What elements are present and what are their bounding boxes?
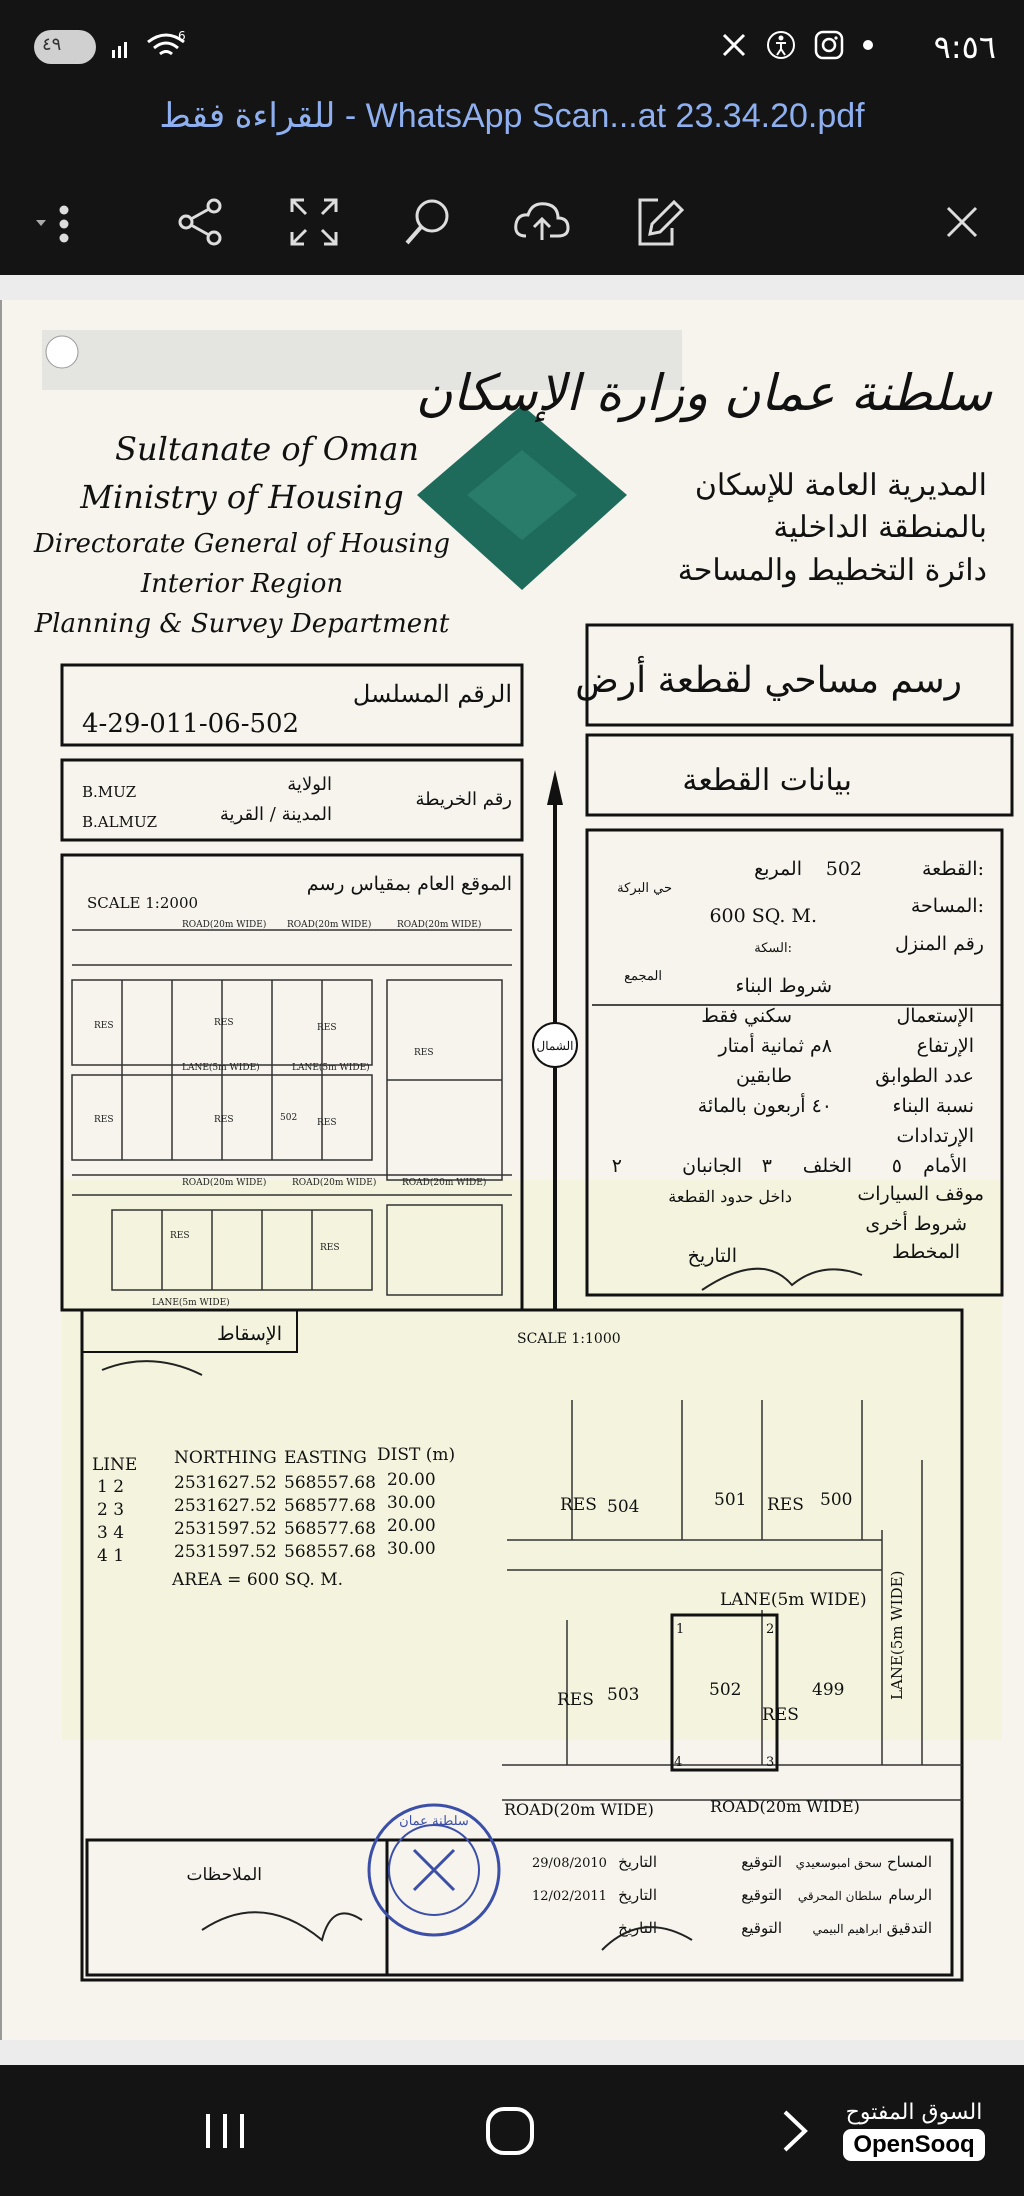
accessibility-icon bbox=[766, 30, 796, 60]
sides-value: ٢ bbox=[611, 1155, 622, 1177]
parking-label: موقف السيارات bbox=[857, 1183, 984, 1205]
area-value: 600 SQ. M. bbox=[709, 905, 817, 927]
draftsman-signature-label: التوقيع bbox=[741, 1886, 782, 1904]
loc-road-5: ROAD(20m WIDE) bbox=[292, 1178, 377, 1188]
wifi-icon bbox=[144, 30, 188, 64]
det-lane-h: LANE(5m WIDE) bbox=[720, 1590, 867, 1610]
home-icon bbox=[482, 2103, 538, 2159]
search-button[interactable] bbox=[396, 190, 460, 254]
front-value: ٥ bbox=[891, 1155, 902, 1177]
battery-level: ٤٩ bbox=[42, 34, 62, 55]
draftsman-date: 12/02/2011 bbox=[532, 1889, 607, 1904]
loc-res-3: RES bbox=[317, 1023, 337, 1033]
plot-value: 502 bbox=[825, 858, 862, 880]
coord-northing: 2531627.52 bbox=[174, 1473, 277, 1493]
serial-value: 4-29-011-06-502 bbox=[82, 709, 300, 739]
coord-line: 1 2 bbox=[97, 1477, 125, 1497]
back-button[interactable] bbox=[760, 2096, 830, 2166]
other-label: شروط أخرى bbox=[865, 1213, 967, 1235]
coord-line: 2 3 bbox=[97, 1500, 125, 1520]
det-res-504: RES bbox=[560, 1495, 597, 1515]
wilayat-label: الولاية bbox=[287, 774, 332, 795]
loc-lane-1: LANE(5m WIDE) bbox=[182, 1063, 260, 1073]
brand-en: OpenSooq bbox=[843, 2129, 984, 2161]
loc-lane-3: LANE(5m WIDE) bbox=[152, 1298, 230, 1308]
loc-res-2: RES bbox=[214, 1018, 234, 1028]
checker-signature-label: التوقيع bbox=[741, 1919, 782, 1937]
ratio-value: ٤٠ أربعون بالمائة bbox=[697, 1095, 832, 1117]
chevron-right-icon bbox=[775, 2106, 815, 2156]
official-stamp-icon bbox=[369, 1805, 499, 1935]
complex-label: المجمع bbox=[624, 969, 662, 984]
cloud-upload-icon bbox=[512, 194, 572, 250]
scale-general: SCALE 1:2000 bbox=[87, 894, 199, 912]
stamp-text: سلطنة عمان bbox=[399, 1814, 469, 1829]
coord-dist: 30.00 bbox=[387, 1493, 436, 1513]
recents-icon bbox=[200, 2106, 250, 2156]
north-label: الشمال bbox=[536, 1039, 574, 1053]
header-en-line-3: Directorate General of Housing bbox=[33, 529, 451, 559]
serial-label: الرقم المسلسل bbox=[352, 680, 512, 708]
coord-dist: 30.00 bbox=[387, 1539, 436, 1559]
checker-label: التدقيق bbox=[886, 1919, 932, 1937]
status-left bbox=[34, 30, 188, 64]
loc-lane-2: LANE(5m WIDE) bbox=[292, 1063, 370, 1073]
city-label: المدينة / القرية bbox=[219, 804, 332, 825]
svg-text:500: 500 bbox=[820, 1490, 853, 1510]
det-road-1: ROAD(20m WIDE) bbox=[504, 1800, 654, 1819]
draftsman-label: الرسام bbox=[888, 1886, 932, 1904]
loc-road-1: ROAD(20m WIDE) bbox=[182, 920, 267, 930]
wilayat-value: B.MUZ bbox=[82, 783, 137, 801]
header-en-line-4: Interior Region bbox=[140, 569, 344, 599]
ratio-label: نسبة البناء bbox=[892, 1095, 974, 1117]
header-calligraphy: سلطنة عمان وزارة الإسكان bbox=[415, 364, 992, 422]
navigation-bar bbox=[0, 2066, 1024, 2196]
signal-icon bbox=[110, 34, 130, 60]
viewer-toolbar bbox=[0, 170, 1024, 270]
surveyor-signature-label: التوقيع bbox=[741, 1853, 782, 1871]
det-res-500: RES bbox=[767, 1495, 804, 1515]
use-value: سكني فقط bbox=[701, 1005, 792, 1027]
area-label: المساحة: bbox=[910, 895, 984, 917]
close-icon bbox=[942, 202, 982, 242]
edit-icon bbox=[630, 194, 686, 250]
svg-text:4: 4 bbox=[674, 1755, 683, 1770]
plot-label: القطعة: bbox=[921, 858, 984, 880]
house-no-label: رقم المنزل bbox=[894, 933, 984, 955]
cloud-upload-button[interactable] bbox=[510, 190, 574, 254]
notification-dot-icon bbox=[862, 39, 874, 51]
square-label: المربع bbox=[754, 858, 802, 880]
battery-icon bbox=[34, 30, 96, 64]
svg-text:501: 501 bbox=[714, 1490, 747, 1510]
checker-name: ابراهيم البيمي bbox=[812, 1922, 882, 1936]
clock: ٩:٥٦ bbox=[933, 28, 996, 66]
header-ar-line-2: بالمنطقة الداخلية bbox=[773, 510, 987, 545]
floors-value: طابقين bbox=[735, 1065, 792, 1087]
back-value: ٣ bbox=[761, 1155, 772, 1177]
coord-dist: 20.00 bbox=[387, 1516, 436, 1536]
scale-detail: SCALE 1:1000 bbox=[517, 1331, 621, 1347]
home-button[interactable] bbox=[475, 2096, 545, 2166]
svg-text:503: 503 bbox=[607, 1685, 640, 1705]
status-right bbox=[720, 30, 874, 60]
svg-text:1: 1 bbox=[676, 1622, 685, 1637]
x-icon bbox=[720, 31, 748, 59]
checker-date-label: التاريخ bbox=[618, 1919, 657, 1937]
loc-res-4: RES bbox=[94, 1115, 114, 1125]
surveyor-label: المساح bbox=[886, 1853, 932, 1871]
more-icon bbox=[28, 190, 92, 254]
wifi-badge: 6 bbox=[178, 30, 186, 43]
coord-header-easting: EASTING bbox=[284, 1448, 367, 1468]
surveyor-name: سحق امبوسعيدي bbox=[795, 1856, 882, 1870]
plan-label: المخطط bbox=[892, 1241, 960, 1263]
title-ar: رسم مساحي لقطعة أرض bbox=[575, 660, 962, 701]
city-value: B.ALMUZ bbox=[82, 813, 158, 831]
loc-res-7: RES bbox=[414, 1048, 434, 1058]
fullscreen-button[interactable] bbox=[282, 190, 346, 254]
header-ar-line-3: دائرة التخطيط والمساحة bbox=[677, 553, 987, 588]
coord-northing: 2531597.52 bbox=[174, 1519, 277, 1539]
det-res-499: RES bbox=[762, 1705, 799, 1725]
det-plot-502: 502 bbox=[709, 1680, 742, 1700]
coord-northing: 2531597.52 bbox=[174, 1542, 277, 1562]
surveyor-date: 29/08/2010 bbox=[532, 1856, 607, 1871]
general-location-label: الموقع العام بمقياس رسم bbox=[306, 873, 512, 895]
document-viewport[interactable] bbox=[0, 275, 1024, 2065]
coord-line: 4 1 bbox=[97, 1546, 125, 1566]
brand-ar: السوق المفتوح bbox=[845, 2100, 983, 2125]
setbacks-label: الإرتدادات bbox=[896, 1125, 974, 1147]
surveyor-date-label: التاريخ bbox=[618, 1853, 657, 1871]
survey-plan bbox=[2, 300, 1024, 2040]
det-road-2: ROAD(20m WIDE) bbox=[710, 1797, 860, 1816]
svg-text:504: 504 bbox=[607, 1497, 640, 1517]
coord-easting: 568557.68 bbox=[284, 1473, 376, 1493]
height-value: ٨م ثمانية أمتار bbox=[718, 1035, 832, 1057]
header-en-line-1: Sultanate of Oman bbox=[115, 430, 419, 468]
draftsman-date-label: التاريخ bbox=[618, 1886, 657, 1904]
plot-data-title: بيانات القطعة bbox=[682, 763, 852, 798]
search-icon bbox=[400, 194, 456, 250]
coord-northing: 2531627.52 bbox=[174, 1496, 277, 1516]
loc-res-1: RES bbox=[94, 1021, 114, 1031]
expand-icon bbox=[286, 194, 342, 250]
coord-line: 3 4 bbox=[97, 1523, 125, 1543]
svg-text:2: 2 bbox=[766, 1622, 775, 1637]
loc-road-2: ROAD(20m WIDE) bbox=[287, 920, 372, 930]
share-icon bbox=[172, 194, 228, 250]
loc-road-3: ROAD(20m WIDE) bbox=[397, 920, 482, 930]
loc-res-5: RES bbox=[214, 1115, 234, 1125]
floors-label: عدد الطوابق bbox=[875, 1065, 974, 1087]
area-total: AREA = 600 SQ. M. bbox=[172, 1570, 344, 1590]
svg-text:3: 3 bbox=[766, 1755, 775, 1770]
sides-label: الجانبان bbox=[682, 1155, 742, 1177]
coord-header-dist: DIST (m) bbox=[377, 1445, 456, 1465]
height-label: الإرتفاع bbox=[916, 1035, 974, 1057]
status-bar bbox=[0, 0, 1024, 92]
loc-road-4: ROAD(20m WIDE) bbox=[182, 1178, 267, 1188]
header-en-line-2: Ministry of Housing bbox=[80, 478, 404, 516]
map-no-label: رقم الخريطة bbox=[415, 789, 512, 810]
draftsman-name: سلطان المحرقي bbox=[797, 1889, 882, 1903]
recent-apps-button[interactable] bbox=[190, 2096, 260, 2166]
coord-easting: 568577.68 bbox=[284, 1496, 376, 1516]
header-ar-line-1: المديرية العامة للإسكان bbox=[694, 468, 987, 503]
opensooq-logo bbox=[834, 2100, 994, 2161]
back-label: الخلف bbox=[802, 1155, 852, 1177]
svg-text:499: 499 bbox=[812, 1680, 845, 1700]
document-page bbox=[0, 300, 1022, 2040]
coord-header-line: LINE bbox=[92, 1455, 138, 1475]
det-res-503: RES bbox=[557, 1690, 594, 1710]
edit-button[interactable] bbox=[626, 190, 690, 254]
document-title: للقراءة فقط - WhatsApp Scan...at 23.34.20.pdf bbox=[159, 97, 865, 135]
loc-res-6: RES bbox=[317, 1118, 337, 1128]
notes-label: الملاحظات bbox=[186, 1865, 262, 1885]
plan-date-label: التاريخ bbox=[687, 1245, 737, 1267]
coord-easting: 568577.68 bbox=[284, 1519, 376, 1539]
parking-value: داخل حدود القطعة bbox=[668, 1187, 792, 1206]
coord-easting: 568557.68 bbox=[284, 1542, 376, 1562]
front-label: الأمام bbox=[923, 1155, 967, 1177]
street-label: السكة: bbox=[754, 941, 792, 956]
loc-plot-502: 502 bbox=[280, 1113, 298, 1123]
close-button[interactable] bbox=[930, 190, 994, 254]
loc-road-6: ROAD(20m WIDE) bbox=[402, 1178, 487, 1188]
building-conditions-label: شروط البناء bbox=[735, 975, 832, 997]
use-label: الإستعمال bbox=[896, 1005, 974, 1027]
loc-res-9: RES bbox=[320, 1243, 340, 1253]
share-button[interactable] bbox=[168, 190, 232, 254]
neighborhood: حي البركة bbox=[617, 881, 672, 896]
projection-label: الإسقاط bbox=[216, 1323, 282, 1345]
loc-res-8: RES bbox=[170, 1231, 190, 1241]
instagram-icon bbox=[814, 30, 844, 60]
more-menu-button[interactable] bbox=[28, 190, 92, 254]
coord-header-northing: NORTHING bbox=[174, 1448, 277, 1468]
header-en-line-5: Planning & Survey Department bbox=[34, 609, 450, 639]
det-lane-v: LANE(5m WIDE) bbox=[888, 1570, 906, 1700]
coord-dist: 20.00 bbox=[387, 1470, 436, 1490]
